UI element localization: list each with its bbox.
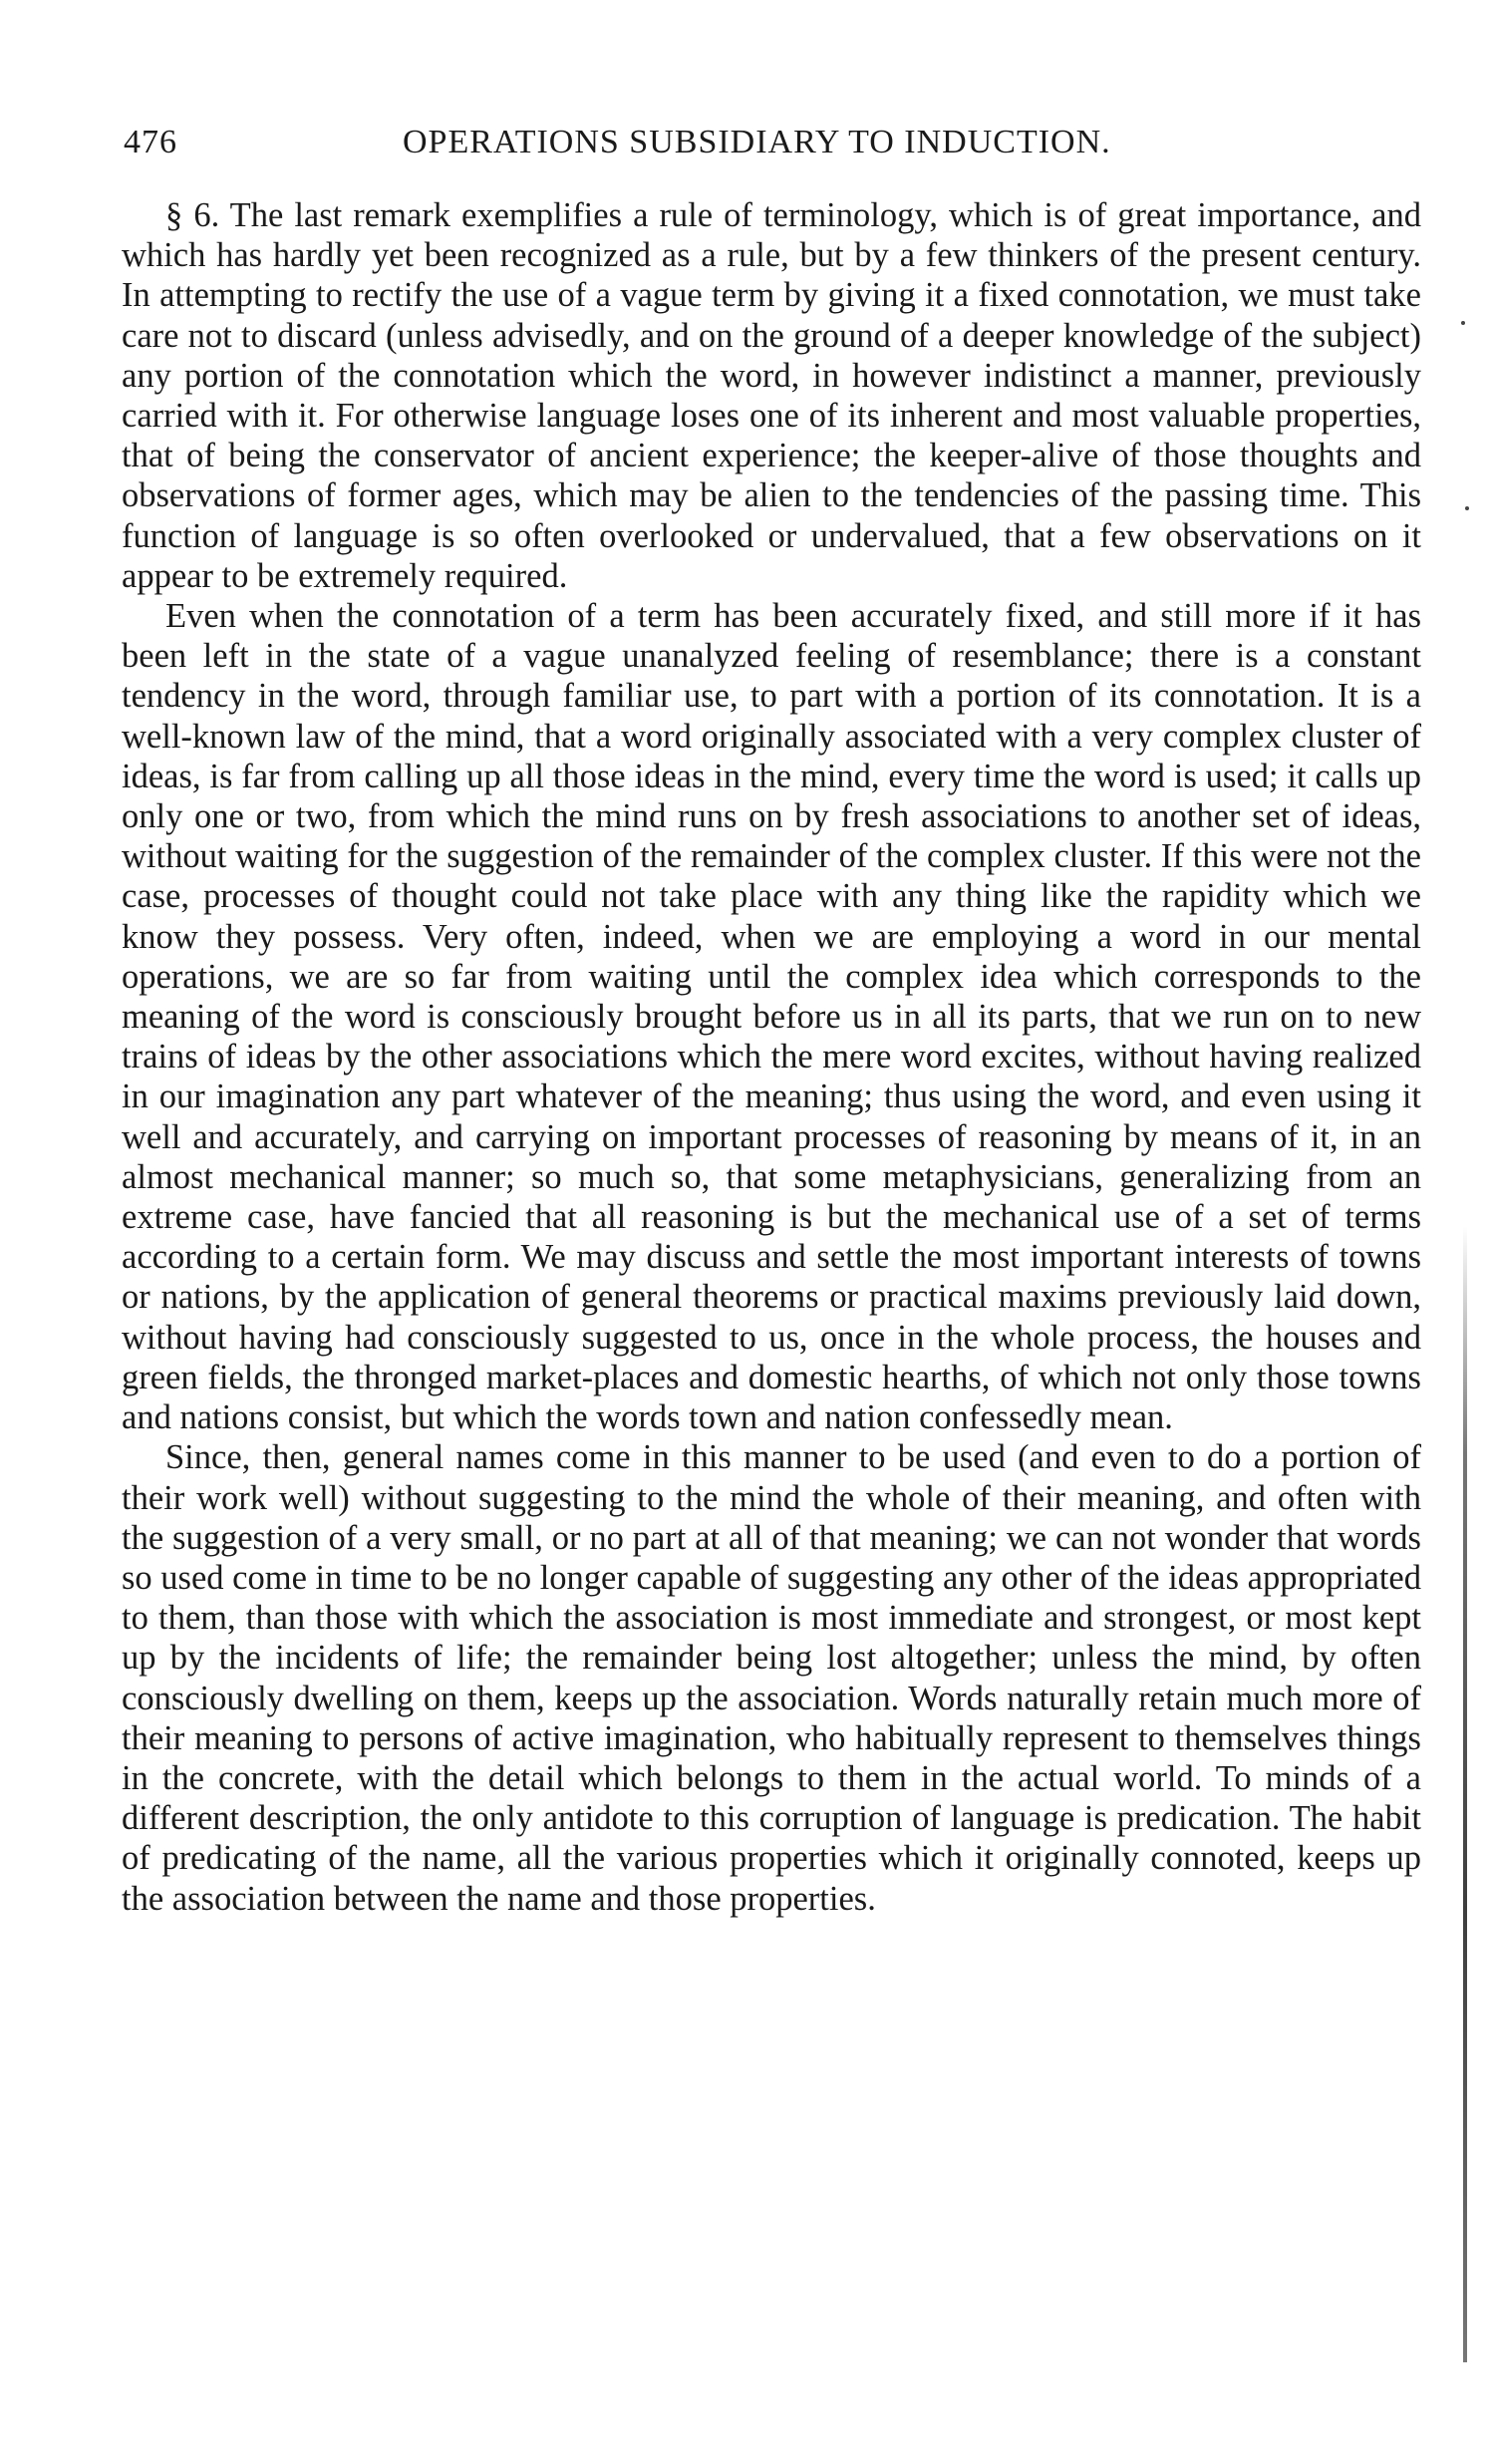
running-title: OPERATIONS SUBSIDIARY TO INDUCTION. xyxy=(403,124,1111,160)
page-edge-shadow xyxy=(1463,1226,1467,2362)
paragraph-connotation: Even when the connotation of a term has been accurately fixed, and still more if it has been left in the state of a vague unanalyzed feeling of resemblance; there is a constant tendency in the word, through familiar use, to part with a portion of its connotation. It is a well-known law of the mind, that a word originally associated with a very complex cluster of ideas, is far from calling up all those ideas in the mind, every time the word is used; it calls up only one or two, from which the mind runs on by fresh associations to another set of ideas, without waiting for the suggestion of the remainder of the complex cluster. If this were not the case, processes of thought could not take place with any thing like the rapidity which we know they possess. Very often, indeed, when we are employing a word in our mental operations, we are so far from waiting until the complex idea which corresponds to the meaning of the word is consciously brought before us in all its parts, that we run on to new trains of ideas by the other associations which the mere word excites, without having realized in our imagination any part whatever of the meaning; thus using the word, and even using it well and accurately, and carrying on important processes of reasoning by means of it, in an almost mechanical manner; so much so, that some metaphysicians, generalizing from an extreme case, have fancied that all reasoning is but the mechanical use of a set of terms according to a certain form. We may discuss and settle the most important interests of towns or nations, by the application of general theorems or practical maxims previously laid down, without having had consciously suggested to us, once in the whole process, the houses and green fields, the thronged market-places and domestic hearths, of which not only those towns and nations consist, but which the words town and nation confessedly mean. xyxy=(122,597,1421,1437)
page-header xyxy=(124,118,1419,167)
margin-dot xyxy=(1465,506,1469,510)
margin-dot xyxy=(1461,321,1465,325)
page-number: 476 xyxy=(124,124,177,160)
paragraph-general-names: Since, then, general names come in this manner to be used (and even to do a portion of their work well) without suggesting to the mind the whole of their meaning, and often with the suggestion of a very small, or no part at all of that meaning; we can not wonder that words so used come in time to be no longer capable of suggesting any other of the ideas appropriated to them, than those with which the association is most immediate and strongest, or most kept up by the incidents of life; the remainder being lost altogether; unless the mind, by often consciously dwelling on them, keeps up the association. Words naturally retain much more of their meaning to persons of active imagination, who habitually represent to themselves things in the concrete, with the detail which belongs to them in the actual world. To minds of a different description, the only antidote to this corruption of language is predication. The habit of predicating of the name, all the various properties which it originally connoted, keeps up the association between the name and those properties. xyxy=(122,1438,1421,1918)
text-body xyxy=(122,195,1421,1919)
paragraph-section-6: § 6. The last remark exemplifies a rule of terminology, which is of great importance, and which has hardly yet been recognized as a rule, but by a few thinkers of the present century. In attempting to rectify the use of a vague term by giving it a fixed connotation, we must take care not to discard (unless advisedly, and on the ground of a deeper knowledge of the subject) any portion of the connotation which the word, in however indistinct a manner, previously carried with it. For otherwise language loses one of its inherent and most valuable properties, that of being the conservator of ancient experience; the keeper-alive of those thoughts and observations of former ages, which may be alien to the tendencies of the passing time. This function of language is so often overlooked or undervalued, that a few observations on it appear to be extremely required. xyxy=(122,196,1421,595)
